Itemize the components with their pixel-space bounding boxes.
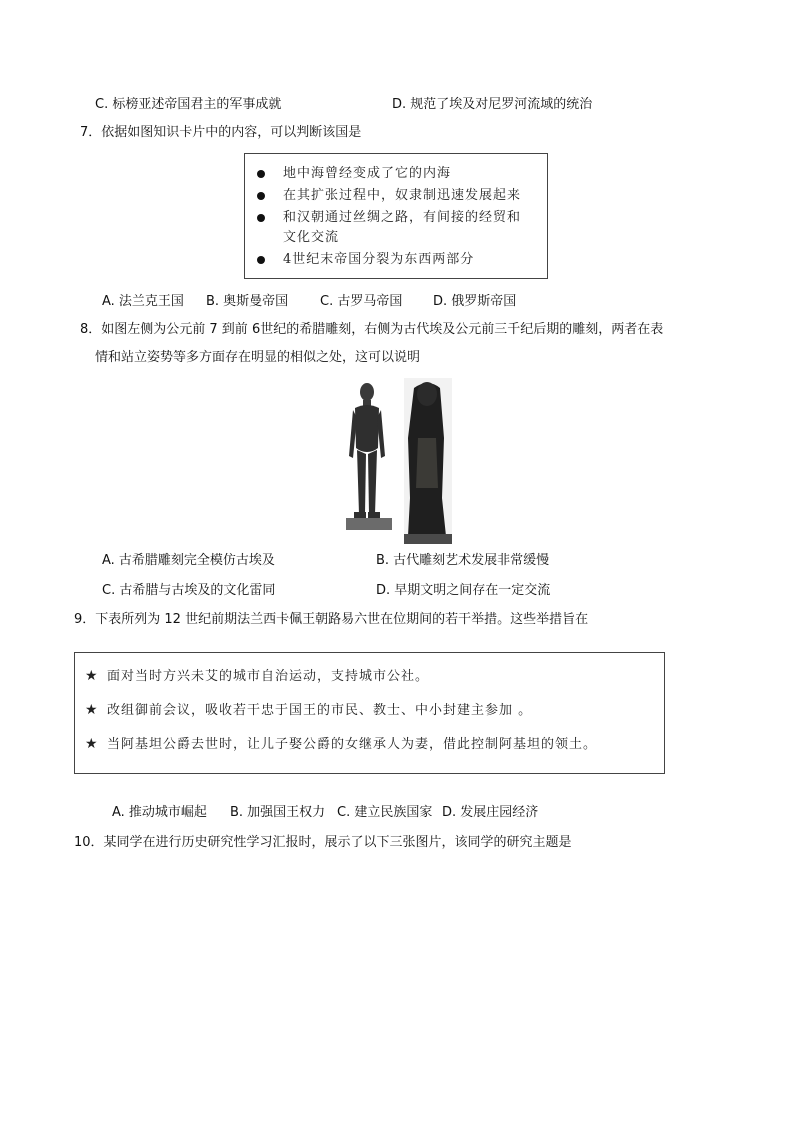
bullet-icon bbox=[257, 214, 265, 222]
measure-row: ★ 改组御前会议，吸收若干忠于国王的市民、教士、中小封建主参加 。 bbox=[85, 702, 533, 718]
q7-knowledge-card bbox=[244, 153, 548, 279]
star-icon: ★ bbox=[85, 736, 99, 752]
q9-measures-table bbox=[74, 652, 665, 774]
measure-row: ★ 当阿基坦公爵去世时，让儿子娶公爵的女继承人为妻，借此控制阿基坦的领土。 bbox=[85, 736, 598, 752]
q9-option-b: B. 加强国王权力 bbox=[230, 805, 326, 820]
q9-option-d: D. 发展庄园经济 bbox=[442, 805, 539, 820]
sculptures-photo bbox=[340, 378, 452, 544]
q8-option-c: C. 古希腊与古埃及的文化雷同 bbox=[102, 583, 276, 598]
bullet-icon bbox=[257, 170, 265, 178]
q10-stem: 10．某同学在进行历史研究性学习汇报时，展示了以下三张图片，该同学的研究主题是 bbox=[74, 835, 572, 850]
q9-stem: 9．下表所列为 12 世纪前期法兰西卡佩王朝路易六世在位期间的若干举措。这些举措旨在 bbox=[74, 612, 589, 627]
q6-option-c: C. 标榜亚述帝国君主的军事成就 bbox=[95, 97, 282, 112]
q9-option-a: A. 推动城市崛起 bbox=[112, 805, 207, 820]
measure-row: ★ 面对当时方兴未艾的城市自治运动，支持城市公社。 bbox=[85, 668, 430, 684]
q8-option-a: A. 古希腊雕刻完全模仿古埃及 bbox=[102, 553, 275, 568]
q6-option-d: D. 规范了埃及对尼罗河流域的统治 bbox=[392, 97, 593, 112]
egyptian-statue bbox=[404, 378, 452, 544]
q7-option-c: C. 古罗马帝国 bbox=[320, 294, 403, 309]
bullet-icon bbox=[257, 256, 265, 264]
card-item: 和汉朝通过丝绸之路，有间接的经贸和 bbox=[257, 206, 521, 225]
card-item: 在其扩张过程中，奴隶制迅速发展起来 bbox=[257, 184, 521, 203]
q9-option-c: C. 建立民族国家 bbox=[337, 805, 433, 820]
bullet-icon bbox=[257, 192, 265, 200]
q7-option-b: B. 奥斯曼帝国 bbox=[206, 294, 289, 309]
card-item: 4世纪末帝国分裂为东西两部分 bbox=[257, 248, 474, 267]
q8-option-b: B. 古代雕刻艺术发展非常缓慢 bbox=[376, 553, 550, 568]
q8-stem-line2: 情和站立姿势等多方面存在明显的相似之处，这可以说明 bbox=[95, 350, 421, 365]
q7-stem: 7．依据如图知识卡片中的内容，可以判断该国是 bbox=[80, 125, 362, 140]
q7-option-d: D. 俄罗斯帝国 bbox=[433, 294, 517, 309]
star-icon: ★ bbox=[85, 668, 99, 684]
q7-option-a: A. 法兰克王国 bbox=[102, 294, 184, 309]
star-icon: ★ bbox=[85, 702, 99, 718]
q8-option-d: D. 早期文明之间存在一定交流 bbox=[376, 583, 551, 598]
card-item-continuation: 文化交流 bbox=[283, 230, 340, 245]
card-item: 地中海曾经变成了它的内海 bbox=[257, 162, 451, 181]
q8-stem-line1: 8．如图左侧为公元前 7 到前 6世纪的希腊雕刻，右侧为古代埃及公元前三千纪后期的雕刻，两者在表 bbox=[80, 322, 664, 337]
